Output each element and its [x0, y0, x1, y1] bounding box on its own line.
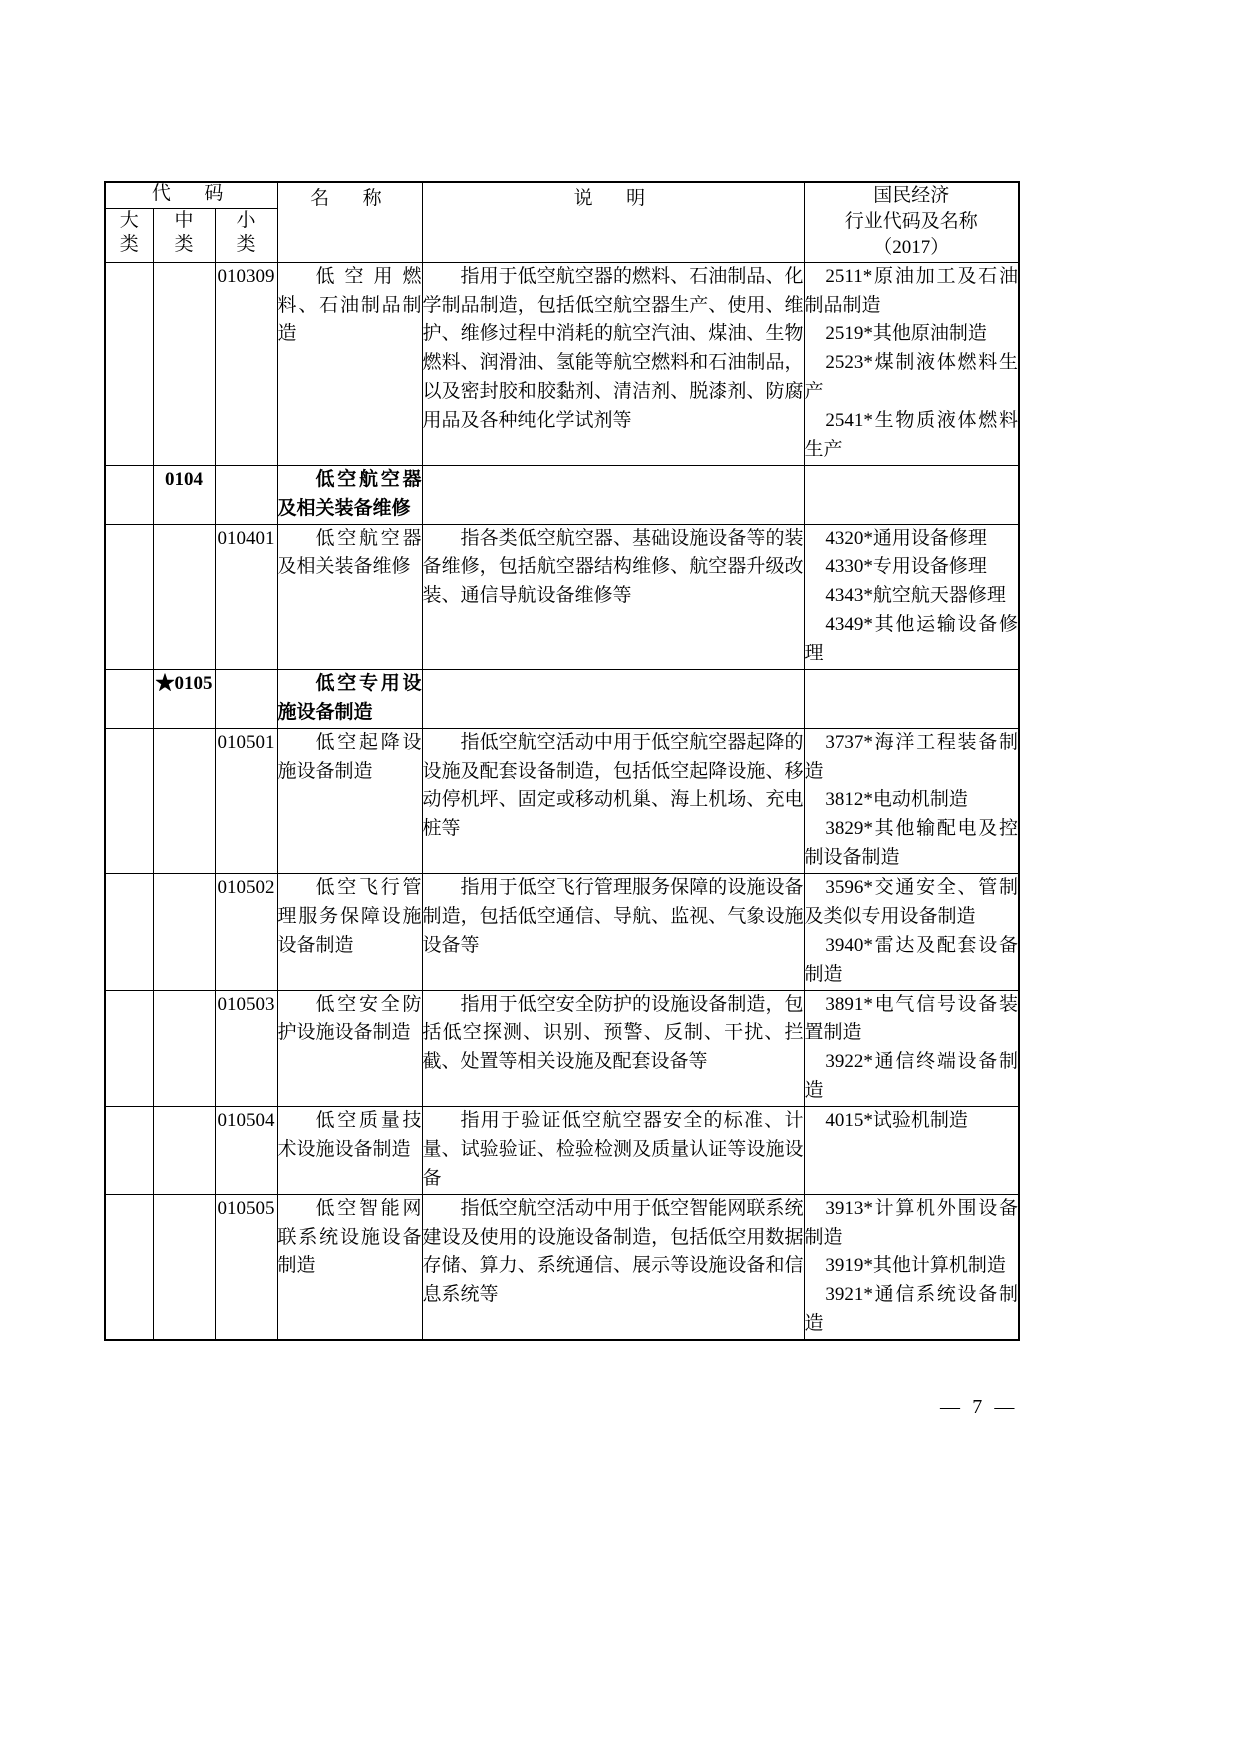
cell-name — [277, 1107, 422, 1195]
cell-description — [422, 669, 804, 728]
cell-medium-code — [153, 990, 215, 1107]
cell-major-code — [105, 465, 153, 524]
table-row — [105, 524, 1019, 669]
cell-name-text: 低空飞行管理服务保障设施设备制造 — [277, 877, 422, 956]
cell-name — [277, 728, 422, 873]
gb-code-item: 3940*雷达及配套设备制造 — [804, 934, 1019, 985]
cell-gb-codes — [804, 728, 1019, 873]
cell-name-text: 低空智能网联系统设施设备制造 — [277, 1197, 422, 1277]
cell-gb-codes — [804, 990, 1019, 1107]
cell-name — [277, 874, 422, 991]
header-row-top — [105, 182, 1019, 208]
cell-medium-code: 0104 — [153, 465, 215, 524]
header-gb-line2: 行业代码及名称 — [844, 211, 978, 233]
cell-medium-code — [153, 1194, 215, 1340]
gb-code-item: 4330*专用设备修理 — [825, 556, 987, 578]
header-gb-line3: （2017） — [873, 237, 950, 259]
cell-medium-code — [153, 1107, 215, 1195]
gb-code-item: 3919*其他计算机制造 — [825, 1255, 1006, 1277]
cell-description: 指低空航空活动中用于低空航空器起降的设施及配套设备制造，包括低空起降设施、移动停机坪、固定或移动机巢、海上机场、充电桩等 — [422, 728, 804, 873]
cell-major-code — [105, 524, 153, 669]
gb-code-item: 3922*通信终端设备制造 — [804, 1051, 1019, 1102]
page-number: — 7 — — [940, 1396, 1018, 1418]
table-row — [105, 1194, 1019, 1340]
cell-minor-code: 010401 — [215, 524, 277, 669]
cell-major-code — [105, 1107, 153, 1195]
cell-description: 指用于低空飞行管理服务保障的设施设备制造，包括低空通信、导航、监视、气象设施设备等 — [422, 874, 804, 991]
classification-table-wrapper — [104, 181, 1018, 1341]
gb-code-item: 3829*其他输配电及控制设备制造 — [804, 818, 1019, 869]
cell-name-text: 低空用燃料、石油制品制造 — [277, 265, 422, 345]
cell-name — [277, 465, 422, 524]
cell-major-code — [105, 262, 153, 465]
gb-code-item: 4015*试验机制造 — [825, 1110, 968, 1132]
cell-medium-code — [153, 524, 215, 669]
cell-description: 指用于验证低空航空器安全的标准、计量、试验验证、检验检测及质量认证等设施设备 — [422, 1107, 804, 1195]
header-major-class-text: 大 类 — [119, 209, 139, 256]
cell-medium-code: ★0105 — [153, 669, 215, 728]
gb-code-item: 2541*生物质液体燃料生产 — [804, 410, 1019, 460]
cell-minor-code: 010309 — [215, 262, 277, 465]
cell-medium-code — [153, 262, 215, 465]
cell-description: 指用于低空安全防护的设施设备制造，包括低空探测、识别、预警、反制、干扰、拦截、处置等相关设施及配套设备等 — [422, 990, 804, 1107]
gb-code-item: 3812*电动机制造 — [825, 789, 968, 811]
table-row — [105, 669, 1019, 728]
cell-name-text: 低空航空器及相关装备维修 — [277, 527, 422, 578]
table-row — [105, 990, 1019, 1107]
header-gb-code — [804, 182, 1019, 262]
cell-name — [277, 262, 422, 465]
gb-code-item: 3921*通信系统设备制造 — [804, 1284, 1019, 1335]
cell-gb-codes — [804, 1194, 1019, 1340]
cell-gb-codes — [804, 524, 1019, 669]
cell-name-text: 低空起降设施设备制造 — [277, 731, 422, 782]
header-medium-class — [153, 208, 215, 262]
table-row — [105, 728, 1019, 873]
cell-name — [277, 990, 422, 1107]
header-name: 名 称 — [277, 182, 422, 262]
cell-gb-codes — [804, 669, 1019, 728]
gb-code-item: 2523*煤制液体燃料生产 — [804, 352, 1019, 403]
cell-minor-code: 010504 — [215, 1107, 277, 1195]
cell-description: 指用于低空航空器的燃料、石油制品、化学制品制造，包括低空航空器生产、使用、维护、维修过程中消耗的航空汽油、煤油、生物燃料、润滑油、氢能等航空燃料和石油制品，以及密封胶和胶黏剂、清洁剂、脱漆剂、防腐用品及各种纯化学试剂等 — [422, 262, 804, 465]
table-row — [105, 262, 1019, 465]
cell-description: 指各类低空航空器、基础设施设备等的装备维修，包括航空器结构维修、航空器升级改装、通信导航设备维修等 — [422, 524, 804, 669]
cell-minor-code: 010503 — [215, 990, 277, 1107]
header-code-group: 代 码 — [105, 182, 277, 208]
header-major-class — [105, 208, 153, 262]
cell-medium-code — [153, 874, 215, 991]
gb-code-item: 3596*交通安全、管制及类似专用设备制造 — [804, 877, 1019, 927]
cell-minor-code — [215, 669, 277, 728]
table-row — [105, 874, 1019, 991]
cell-major-code — [105, 990, 153, 1107]
cell-minor-code: 010502 — [215, 874, 277, 991]
gb-code-item: 4349*其他运输设备修理 — [804, 614, 1019, 665]
gb-code-item: 4343*航空航天器修理 — [825, 585, 1006, 607]
cell-gb-codes — [804, 874, 1019, 991]
header-description: 说 明 — [422, 182, 804, 262]
cell-name — [277, 669, 422, 728]
cell-minor-code: 010505 — [215, 1194, 277, 1340]
cell-minor-code: 010501 — [215, 728, 277, 873]
table-header — [105, 182, 1019, 262]
header-medium-class-text: 中 类 — [174, 209, 194, 256]
header-minor-class-text: 小 类 — [236, 209, 256, 256]
gb-code-item: 3737*海洋工程装备制造 — [804, 731, 1019, 782]
table-body — [105, 262, 1019, 1340]
header-minor-class — [215, 208, 277, 262]
cell-major-code — [105, 669, 153, 728]
cell-gb-codes — [804, 465, 1019, 524]
cell-description: 指低空航空活动中用于低空智能网联系统建设及使用的设施设备制造，包括低空用数据存储、算力、系统通信、展示等设施设备和信息系统等 — [422, 1194, 804, 1340]
classification-table — [104, 181, 1020, 1341]
cell-gb-codes — [804, 262, 1019, 465]
gb-code-item: 2511*原油加工及石油制品制造 — [804, 265, 1019, 316]
cell-name-text: 低空安全防护设施设备制造 — [277, 993, 422, 1044]
table-row — [105, 1107, 1019, 1195]
cell-name-text: 低空航空器及相关装备维修 — [277, 468, 422, 519]
gb-code-item: 3913*计算机外围设备制造 — [804, 1197, 1019, 1248]
gb-code-item: 2519*其他原油制造 — [825, 323, 987, 345]
cell-name-text: 低空质量技术设施设备制造 — [277, 1110, 422, 1160]
cell-name — [277, 1194, 422, 1340]
gb-code-item: 4320*通用设备修理 — [825, 527, 987, 549]
cell-gb-codes — [804, 1107, 1019, 1195]
cell-medium-code — [153, 728, 215, 873]
gb-code-item: 3891*电气信号设备装置制造 — [804, 993, 1019, 1044]
cell-major-code — [105, 1194, 153, 1340]
cell-major-code — [105, 728, 153, 873]
cell-minor-code — [215, 465, 277, 524]
header-gb-line1: 国民经济 — [873, 185, 950, 206]
cell-name-text: 低空专用设施设备制造 — [277, 672, 422, 723]
cell-major-code — [105, 874, 153, 991]
cell-description — [422, 465, 804, 524]
table-row — [105, 465, 1019, 524]
cell-name — [277, 524, 422, 669]
